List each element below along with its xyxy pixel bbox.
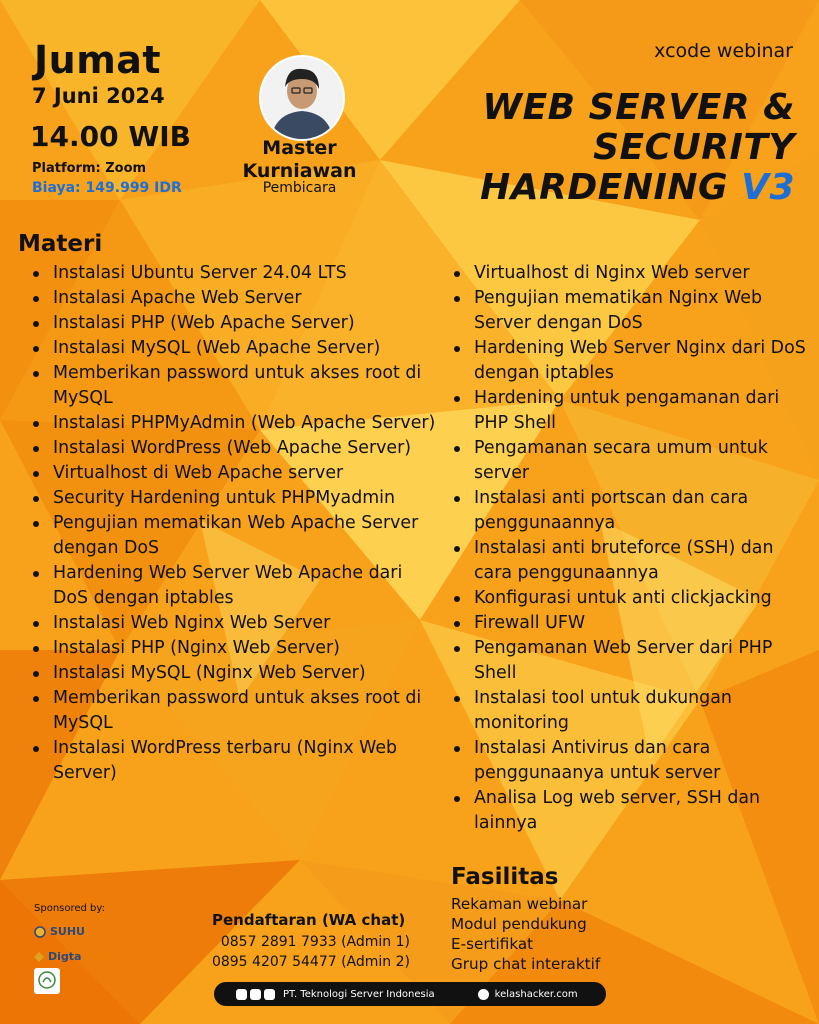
list-item: Instalasi WordPress terbaru (Nginx Web Server) <box>30 736 440 786</box>
event-date: 7 Juni 2024 <box>32 84 165 108</box>
fasilitas-heading: Fasilitas <box>451 864 559 890</box>
registration-contact-2[interactable]: 0895 4207 54477 (Admin 2) <box>211 954 410 970</box>
title-line1: WEB SERVER & <box>482 87 795 128</box>
fasilitas-item: Modul pendukung <box>451 915 587 933</box>
list-item: Pengamanan secara umum untuk server <box>451 436 806 486</box>
registration-contact-1[interactable]: 0857 2891 7933 (Admin 1) <box>220 934 410 950</box>
materi-heading: Materi <box>18 231 103 257</box>
list-item: Pengujian mematikan Nginx Web Server dengan DoS <box>451 286 806 336</box>
list-item: Security Hardening untuk PHPMyadmin <box>30 486 440 511</box>
suhu-logo-icon <box>34 926 46 938</box>
event-platform: Platform: Zoom <box>32 161 147 176</box>
sponsor-digta-name: Digta <box>48 950 82 963</box>
title-line3-text: HARDENING <box>480 167 729 208</box>
fasilitas-item: Rekaman webinar <box>451 895 588 913</box>
list-item: Instalasi anti bruteforce (SSH) dan cara penggunaannya <box>451 536 806 586</box>
speaker-role: Pembicara <box>262 180 337 196</box>
sponsor-suhu-name: SUHU <box>50 925 85 938</box>
materi-list-left <box>30 261 440 786</box>
fasilitas-item: E-sertifikat <box>451 935 534 953</box>
event-time: 14.00 WIB <box>30 120 191 153</box>
brand-label: xcode webinar <box>654 40 793 62</box>
list-item: Pengujian mematikan Web Apache Server dengan DoS <box>30 511 440 561</box>
list-item: Virtualhost di Nginx Web server <box>451 261 806 286</box>
list-item: Virtualhost di Web Apache server <box>30 461 440 486</box>
list-item: Instalasi Web Nginx Web Server <box>30 611 440 636</box>
footer-company: PT. Teknologi Server Indonesia <box>283 988 435 1000</box>
list-item: Instalasi Antivirus dan cara penggunaanya untuk server <box>451 736 806 786</box>
title-version: V3 <box>741 167 795 208</box>
footer-website[interactable]: kelashacker.com <box>494 988 578 1000</box>
list-item: Pengamanan Web Server dari PHP Shell <box>451 636 806 686</box>
footer-bar <box>214 982 606 1006</box>
list-item: Instalasi WordPress (Web Apache Server) <box>30 436 440 461</box>
social-icons <box>236 989 275 1000</box>
list-item: Analisa Log web server, SSH dan lainnya <box>451 786 806 836</box>
list-item: Instalasi PHP (Web Apache Server) <box>30 311 440 336</box>
list-item: Firewall UFW <box>451 611 806 636</box>
globe-icon <box>478 989 489 1000</box>
list-item: Hardening Web Server Web Apache dari DoS dengan iptables <box>30 561 440 611</box>
list-item: Memberikan password untuk akses root di MySQL <box>30 686 440 736</box>
youtube-icon[interactable] <box>250 989 261 1000</box>
title-line3 <box>480 168 795 208</box>
speaker-name-line2: Kurniawan <box>242 160 357 182</box>
list-item: Instalasi MySQL (Nginx Web Server) <box>30 661 440 686</box>
event-cost: Biaya: 149.999 IDR <box>32 180 182 196</box>
list-item: Instalasi anti portscan dan cara penggunaannya <box>451 486 806 536</box>
list-item: Konfigurasi untuk anti clickjacking <box>451 586 806 611</box>
list-item: Instalasi PHP (Nginx Web Server) <box>30 636 440 661</box>
sponsor-suhu <box>34 925 85 938</box>
title-line2: SECURITY <box>593 127 795 168</box>
list-item: Instalasi Apache Web Server <box>30 286 440 311</box>
speaker-avatar-icon <box>261 57 343 139</box>
instagram-icon[interactable] <box>236 989 247 1000</box>
list-item: Instalasi PHPMyAdmin (Web Apache Server) <box>30 411 440 436</box>
materi-list-right <box>451 261 806 836</box>
sponsor-logo-3 <box>34 968 60 994</box>
list-item: Instalasi Ubuntu Server 24.04 LTS <box>30 261 440 286</box>
list-item: Hardening Web Server Nginx dari DoS dengan iptables <box>451 336 806 386</box>
speaker-name <box>222 137 377 183</box>
linkedin-icon[interactable] <box>264 989 275 1000</box>
sponsor-emblem-icon <box>34 968 60 994</box>
sponsor-digta <box>34 950 81 963</box>
fasilitas-list <box>451 894 600 974</box>
sponsor-label: Sponsored by: <box>34 903 105 914</box>
event-day: Jumat <box>34 38 162 82</box>
webinar-title <box>480 88 795 208</box>
list-item: Instalasi tool untuk dukungan monitoring <box>451 686 806 736</box>
list-item: Instalasi MySQL (Web Apache Server) <box>30 336 440 361</box>
fasilitas-item: Grup chat interaktif <box>451 955 601 973</box>
list-item: Hardening untuk pengamanan dari PHP Shell <box>451 386 806 436</box>
digta-logo-icon <box>34 952 44 962</box>
list-item: Memberikan password untuk akses root di MySQL <box>30 361 440 411</box>
speaker-name-line1: Master <box>262 137 337 159</box>
registration-heading: Pendaftaran (WA chat) <box>212 911 406 929</box>
speaker-photo <box>259 55 345 141</box>
